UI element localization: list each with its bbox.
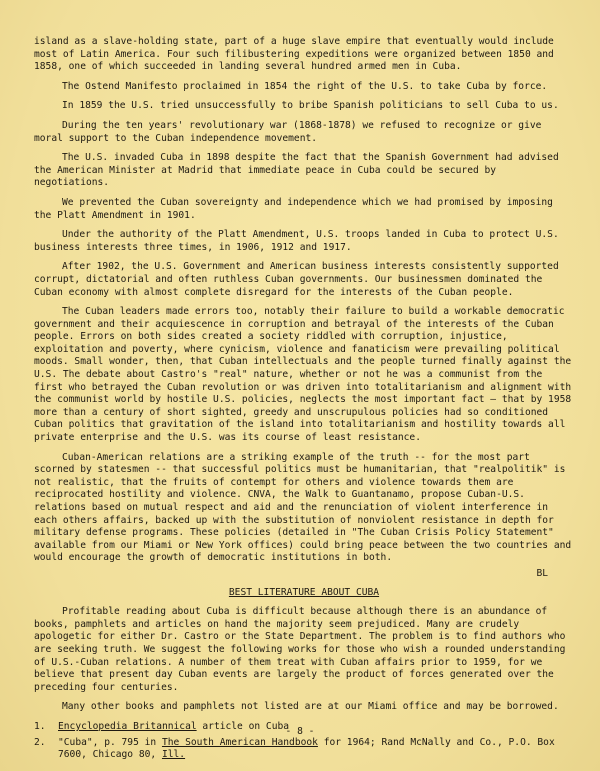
paragraph-relations: Cuban-American relations are a striking example of the truth -- for the most part scorned by statesmen -- that successful politics must be humanitarian, that "realpolitik" is not realistic, that the fruits of contempt for others and violence towards them are reciprocated hostility and violence. CNVA, the Walk to Guantanamo, propose Cuban-U.S. relations based on mutual respect and aid and the renunciation of violent interference in each others affairs, backed up with the substitution of nonviolent resistance in depth for military defense programs. These policies (detailed in "The Cuban Crisis Policy Statement" available from our Miami or New York offices) could bring peace between the two countries and would encourage the growth of democratic institutions in both. [34,451,572,564]
book-title: The South American Handbook [161,736,318,748]
paragraph-filibuster: island as a slave-holding state, part of a huge slave empire that eventually would include most of Latin America. Four such filibustering expeditions were organized between 1850 and 1858, one of which succeeded in landing several hundred armed men in Cuba. [34,36,554,73]
list-number: 1. [34,720,46,732]
list-item [34,737,574,762]
paragraph-ten-years-war: During the ten years' revolutionary war (1868-1878) we refused to recognize or give moral support to the Cuban independence movement. [34,119,542,144]
paragraph-platt-amendment: We prevented the Cuban sovereignty and independence which we had promised by imposing the Platt Amendment in 1901. [34,196,553,221]
paragraph-after-1902: After 1902, the U.S. Government and American business interests consistently supported corrupt, dictatorial and often ruthless Cuban governments. Our businessmen dominated the Cuban economy with almost complete disregard for the interests of the Cuban people. [34,261,559,298]
paragraph-troops-landed: Under the authority of the Platt Amendment, U.S. troops landed in Cuba to protect U.S. business interests three times, in 1906, 1912 and 1917. [34,229,559,253]
list-text: "Cuba", p. 795 in The South American Handbook for 1964; Rand McNally and Co., P.O. Box 7600, Chicago 80, Ill. [58,736,555,761]
list-text: Encyclopedia Britannical article on Cuba [58,720,290,732]
list-number: 2. [34,736,46,748]
page-number: - 8 - [285,726,315,737]
book-title: Encyclopedia Britannical [58,720,197,732]
paragraph-ostend: The Ostend Manifesto proclaimed in 1854 the right of the U.S. to take Cuba by force. [62,80,548,92]
paragraph-bribe: In 1859 the U.S. tried unsuccessfully to bribe Spanish politicians to sell Cuba to us. [62,100,559,112]
paragraph-cuban-leaders: The Cuban leaders made errors too, notably their failure to build a workable democratic government and their acquiescence in corruption and betrayal of the interests of the Cuban people. Errors on both sides created a society riddled with corruption, injustice, exploitation and poverty, where cynicism, violence and fanaticism were prevailing political moods. Small wonder, then, that Cuban intellectuals and the people turned finally against the U.S. The debate about Castro's "real" nature, whether or not he was a communist from the first who betrayed the Cuban revolution or was driven into totalitarianism and alignment with the communist world by hostile U.S. policies, neglects the most important fact — that by 1958 more than a century of short sighted, greedy and unscrupulous policies had so conditioned Cuban politics that gravitation of the island into totalitarianism and hostility towards all private enterprise and the U.S. was its course of least resistance. [34,306,572,444]
paragraph-profitable-reading: Profitable reading about Cuba is difficult because although there is an abundance of books, pamphlets and articles on hand the majority seem prejudiced. Many are crudely apologetic for either Dr. Castro or the State Department. The problem is to find authors who are seeking truth. We suggest the following works for those who wish a rounded understanding of U.S.-Cuban relations. A number of them treat with Cuban affairs prior to 1959, for we believe that present day Cuban events are largely the product of forces generated over the preceding four centuries. [34,606,566,693]
paragraph-invasion-1898: The U.S. invaded Cuba in 1898 despite the fact that the Spanish Government had advised the American Minister at Madrid that immediate peace in Cuba could be secured by negotiations. [34,152,559,189]
author-initials: BL [536,567,548,579]
paragraph-miami-office: Many other books and pamphlets not listed are at our Miami office and may be borrowed. [62,701,559,713]
section-heading: BEST LITERATURE ABOUT CUBA [228,586,380,598]
